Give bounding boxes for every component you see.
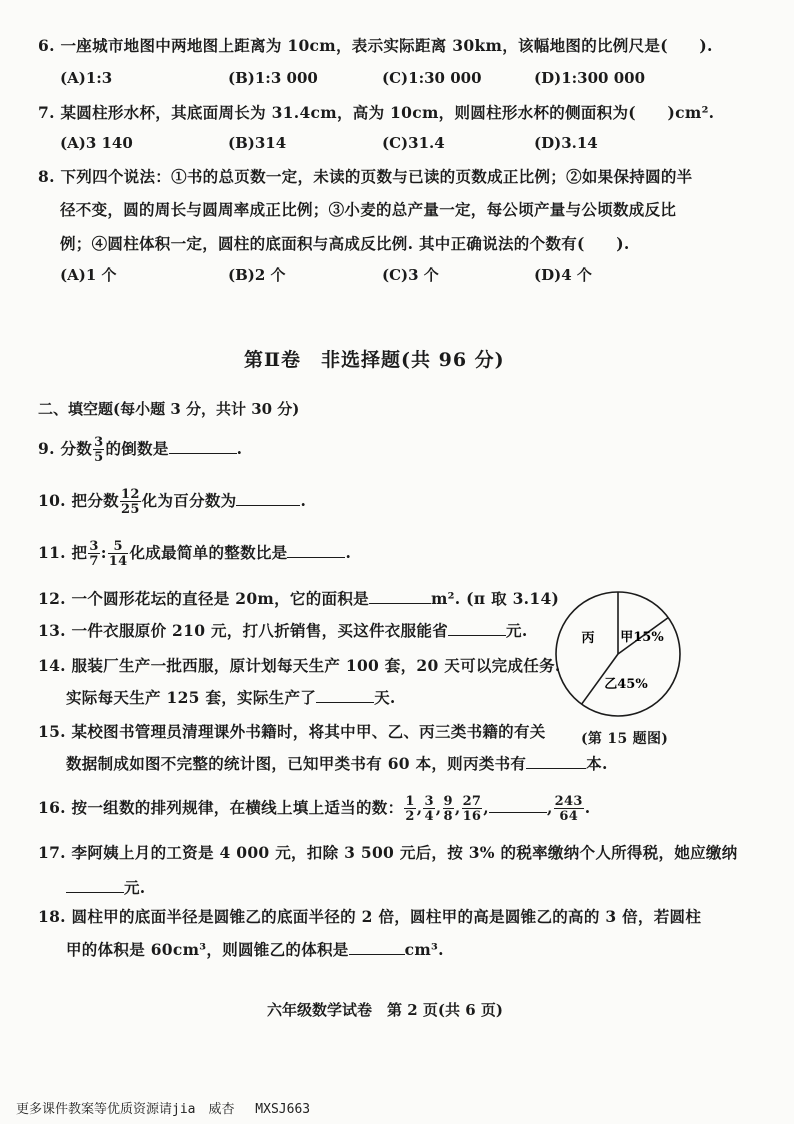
q7-option-a: (A)3 140	[60, 134, 133, 152]
fraction: $\frac{12}{25}$	[120, 487, 140, 517]
answer-blank[interactable]	[169, 439, 237, 454]
answer-blank[interactable]	[236, 491, 300, 506]
q6-option-a: (A)1:3	[60, 69, 113, 87]
answer-blank[interactable]	[448, 621, 506, 636]
fraction: $\frac{3}{4}$	[424, 794, 434, 824]
answer-blank[interactable]	[489, 798, 547, 813]
credit-line: 更多课件教案等优质资源请jia 威杏 MXSJ663	[16, 1102, 311, 1117]
page-footer: 六年级数学试卷 第 2 页(共 6 页)	[267, 1001, 503, 1019]
question-12: 12. 一个圆形花坛的直径是 20m，它的面积是 m². (π 取 3.14)	[38, 589, 560, 608]
q6-option-b: (B)1:3 000	[228, 69, 318, 87]
section-subtitle: 二、填空题(每小题 3 分，共计 30 分)	[38, 400, 300, 418]
q7-option-c: (C)31.4	[382, 134, 445, 152]
question-8-line1: 8. 下列四个说法：①书的总页数一定，未读的页数与已读的页数成正比例；②如果保持圆的半	[38, 167, 693, 186]
question-9: 9. 分数 $\frac{3}{5}$ 的倒数是 .	[38, 435, 243, 465]
section-title: 第Ⅱ卷 非选择题(共 96 分)	[244, 349, 505, 371]
question-18-line1: 18. 圆柱甲的底面半径是圆锥乙的底面半径的 2 倍，圆柱甲的高是圆锥乙的高的 3 倍，若圆柱	[38, 907, 702, 926]
question-15-line1: 15. 某校图书管理员清理课外书籍时，将其中甲、乙、丙三类书籍的有关	[38, 722, 546, 741]
answer-blank[interactable]	[369, 589, 431, 604]
q6-option-d: (D)1:300 000	[534, 69, 646, 87]
q7-option-d: (D)3.14	[534, 134, 598, 152]
question-6-text: 6. 一座城市地图中两地图上距离为 10cm，表示实际距离 30km，该幅地图的比例尺是( ).	[38, 36, 713, 55]
question-17-line2: 元.	[66, 876, 146, 898]
figure-caption: (第 15 题图)	[581, 731, 669, 747]
pie-label-yi: 乙45%	[604, 677, 648, 692]
question-18-line2: 甲的体积是 60cm³，则圆锥乙的体积是 cm³.	[66, 940, 444, 959]
fraction: $\frac{3}{5}$	[94, 435, 104, 465]
q8-option-b: (B)2 个	[228, 266, 286, 284]
question-14-line2: 实际每天生产 125 套，实际生产了 天.	[66, 688, 396, 707]
question-8-line3: 例；④圆柱体积一定，圆柱的底面积与高成反比例. 其中正确说法的个数有( ).	[60, 234, 630, 253]
q8-option-a: (A)1 个	[60, 266, 117, 284]
fraction: $\frac{1}{2}$	[405, 794, 415, 824]
q8-option-d: (D)4 个	[534, 266, 592, 284]
answer-blank[interactable]	[66, 878, 124, 893]
q7-option-b: (B)314	[228, 134, 287, 152]
question-15-line2: 数据制成如图不完整的统计图，已知甲类书有 60 本，则丙类书有 本.	[66, 754, 608, 773]
pie-label-jia: 甲15%	[620, 630, 664, 645]
answer-blank[interactable]	[349, 940, 405, 955]
fraction: $\frac{3}{7}$	[89, 539, 99, 569]
q6-option-c: (C)1:30 000	[382, 69, 482, 87]
q8-option-c: (C)3 个	[382, 266, 439, 284]
fraction: $\frac{27}{16}$	[462, 794, 482, 824]
fraction: $\frac{9}{8}$	[443, 794, 453, 824]
fraction: $\frac{5}{14}$	[108, 539, 128, 569]
question-8-line2: 径不变，圆的周长与圆周率成正比例；③小麦的总产量一定，每公顷产量与公顷数成反比	[60, 200, 677, 219]
answer-blank[interactable]	[287, 543, 345, 558]
answer-blank[interactable]	[526, 754, 586, 769]
question-10: 10. 把分数 $\frac{12}{25}$ 化为百分数为 .	[38, 487, 307, 517]
question-11: 11. 把 $\frac{3}{7}$ : $\frac{5}{14}$ 化成最简单的整数比是 .	[38, 539, 352, 569]
pie-label-bing: 丙	[581, 631, 595, 646]
fraction: $\frac{243}{64}$	[554, 794, 583, 824]
question-7-text: 7. 某圆柱形水杯，其底面周长为 31.4cm，高为 10cm，则圆柱形水杯的侧面积为( )cm².	[38, 103, 715, 122]
question-14-line1: 14. 服装厂生产一批西服，原计划每天生产 100 套，20 天可以完成任务.	[38, 656, 561, 675]
pie-chart	[552, 590, 702, 720]
question-13: 13. 一件衣服原价 210 元，打八折销售，买这件衣服能省 元.	[38, 621, 528, 640]
answer-blank[interactable]	[316, 688, 374, 703]
question-17-line1: 17. 李阿姨上月的工资是 4 000 元，扣除 3 500 元后，按 3% 的税率缴纳个人所得税，她应缴纳	[38, 843, 738, 862]
question-16: 16. 按一组数的排列规律，在横线上填上适当的数： $\frac{1}{2}$ , $\frac{3}{4}$ , $\frac{9}{8}$ , $\frac{27}{16}$ , , $\frac{243}{64}$ .	[38, 794, 591, 824]
